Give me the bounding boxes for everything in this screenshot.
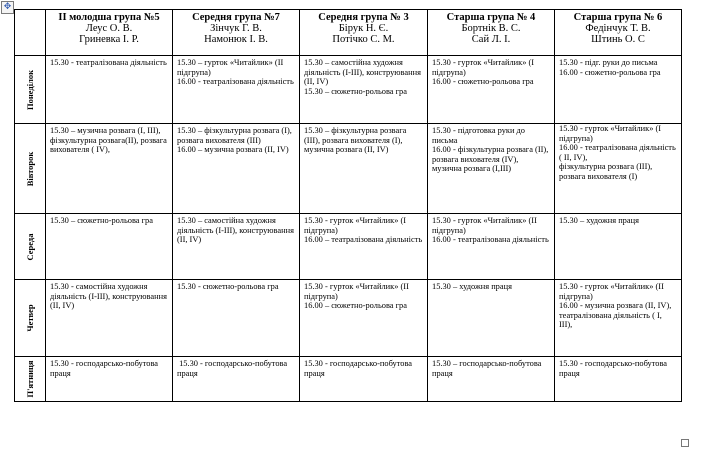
schedule-cell bbox=[555, 280, 682, 357]
schedule-cell bbox=[300, 214, 428, 280]
schedule-cell bbox=[300, 280, 428, 357]
teacher-name: Гриневка І. Р. bbox=[79, 34, 139, 45]
day-label-cell bbox=[15, 214, 46, 280]
table-resize-handle[interactable] bbox=[681, 439, 689, 447]
day-label-cell bbox=[15, 280, 46, 357]
schedule-cell bbox=[173, 357, 300, 402]
activity-line: 16.00 - театралізована діяльність bbox=[177, 77, 294, 87]
activity-line: 15.30 - театралізована діяльність bbox=[50, 58, 167, 67]
day-label-cell bbox=[15, 357, 46, 402]
day-row-monday bbox=[15, 56, 682, 124]
move-arrows-icon: ✥ bbox=[3, 2, 12, 12]
activity-line: 16.00 – театралізована діяльність bbox=[304, 235, 423, 245]
schedule-cell bbox=[300, 357, 428, 402]
day-label: Понеділок bbox=[25, 69, 35, 110]
teacher-name: Бірук Н. Є. bbox=[338, 23, 389, 34]
group-name: Середня група №7 bbox=[192, 12, 280, 23]
day-row-tuesday bbox=[15, 124, 682, 214]
activity-line: 16.00 - театралізована діяльність bbox=[432, 235, 549, 245]
day-row-wednesday bbox=[15, 214, 682, 280]
schedule-cell bbox=[555, 357, 682, 402]
day-label: Четвер bbox=[25, 304, 35, 332]
activity-line: 15.30 – фізкультурна розвага (І), розвага вихователя (ІІІ) bbox=[177, 126, 294, 145]
activity-line: 15.30 – самостійна художня діяльність (І-ІІІ), конструювання (ІІ, ІV) bbox=[177, 216, 297, 245]
activity-line: 15.30 - підг. руки до письма bbox=[559, 58, 658, 67]
activity-line: 15.30 - гурток «Читайлик» (ІІ підгрупа) bbox=[559, 282, 666, 301]
group-header bbox=[555, 10, 682, 56]
day-row-friday bbox=[15, 357, 682, 402]
schedule-cell bbox=[46, 124, 173, 214]
activity-line: фізкультурна розвага (ІІІ), розвага вихователя (І) bbox=[559, 162, 655, 181]
teacher-name: Намонюк І. В. bbox=[204, 34, 268, 45]
activity-line: 15.30 – музична розвага (І, ІІІ), фізкультурна розвага(ІІ), розвага вихователя ( ІV), bbox=[50, 126, 169, 155]
table-move-handle[interactable] bbox=[1, 1, 14, 14]
activity-line: 15.30 - підготовка руки до письма bbox=[432, 126, 528, 145]
activity-line: 15.30 – самостійна художня діяльність (І-ІІІ), конструювання (ІІ, ІV) bbox=[304, 58, 424, 87]
schedule-cell bbox=[555, 56, 682, 124]
schedule-cell bbox=[173, 280, 300, 357]
teacher-name: Федінчук Т. В. bbox=[585, 23, 651, 34]
group-name: ІІ молодша група №5 bbox=[58, 12, 160, 23]
activity-line: 15.30 - самостійна художня діяльність (І-ІІІ), конструювання (ІІ, ІV) bbox=[50, 282, 170, 311]
teacher-name: Сай Л. І. bbox=[471, 34, 511, 45]
teacher-name: Зінчук Г. В. bbox=[210, 23, 262, 34]
schedule-cell bbox=[428, 280, 555, 357]
activity-line: 16.00 - театралізована діяльність ( ІІ, ІV), bbox=[559, 143, 678, 162]
activity-line: 15.30 – гурток «Читайлик» (ІІ підгрупа) bbox=[177, 58, 286, 77]
activity-line: 15.30 - господарсько-побутова праця bbox=[177, 359, 290, 378]
teacher-name: Леус О. В. bbox=[85, 23, 133, 34]
group-header bbox=[300, 10, 428, 56]
group-header bbox=[428, 10, 555, 56]
schedule-cell bbox=[173, 214, 300, 280]
activity-line: 16.00 - фізкультурна розвага (ІІ), розвага вихователя (ІV), bbox=[432, 145, 551, 164]
activity-line: 15.30 – сюжетно-рольова гра bbox=[50, 216, 153, 225]
group-name: Старша група № 6 bbox=[573, 12, 663, 23]
schedule-cell bbox=[173, 124, 300, 214]
day-label: Середа bbox=[25, 233, 35, 260]
activity-line: 16.00 – музична розвага (ІІ, ІV) bbox=[177, 145, 289, 155]
day-label: П'ятниця bbox=[25, 360, 35, 398]
day-label: Вівторок bbox=[25, 151, 35, 186]
group-name: Старша група № 4 bbox=[446, 12, 536, 23]
schedule-cell bbox=[300, 56, 428, 124]
activity-line: 16.00 – сюжетно-рольова гра bbox=[304, 301, 407, 311]
schedule-cell bbox=[46, 56, 173, 124]
activity-line: 15.30 - гурток «Читайлик» (ІІ підгрупа) bbox=[432, 216, 539, 235]
schedule-cell bbox=[555, 124, 682, 214]
schedule-cell bbox=[428, 357, 555, 402]
activity-line: 16.00 - сюжетно-рольова гра bbox=[559, 67, 661, 77]
schedule-cell bbox=[46, 357, 173, 402]
group-name: Середня група № 3 bbox=[318, 12, 409, 23]
activity-line: музична розвага (ІІ, ІV) bbox=[304, 145, 389, 155]
activity-line: 15.30 - сюжетно-рольова гра bbox=[177, 282, 279, 291]
day-row-thursday bbox=[15, 280, 682, 357]
schedule-cell bbox=[46, 214, 173, 280]
activity-line: 15.30 - господарсько-побутова праця bbox=[304, 359, 415, 378]
teacher-name: Бортнік В. С. bbox=[461, 23, 521, 34]
day-label-cell bbox=[15, 124, 46, 214]
activity-line: 15.30 – господарсько-побутова праця bbox=[432, 359, 544, 378]
schedule-cell bbox=[173, 56, 300, 124]
activity-line: 15.30 - гурток «Читайлик» (І підгрупа) bbox=[559, 124, 664, 143]
group-header bbox=[173, 10, 300, 56]
activity-line: 15.30 - гурток «Читайлик» (ІІ підгрупа) bbox=[304, 282, 411, 301]
activity-line: 15.30 - гурток «Читайлик» (І підгрупа) bbox=[304, 216, 409, 235]
activity-line: 15.30 – фізкультурна розвага (ІІІ), розвага вихователя (І), bbox=[304, 126, 409, 145]
schedule-cell bbox=[555, 214, 682, 280]
group-header bbox=[46, 10, 173, 56]
header-row bbox=[15, 10, 682, 56]
day-label-cell bbox=[15, 56, 46, 124]
activity-line: 15.30 - гурток «Читайлик» (І підгрупа) bbox=[432, 58, 537, 77]
schedule-cell bbox=[428, 214, 555, 280]
activity-line: 15.30 - господарсько-побутова праця bbox=[50, 359, 161, 378]
schedule-cell bbox=[428, 56, 555, 124]
activity-line: 15.30 – сюжетно-рольова гра bbox=[304, 86, 407, 96]
schedule-cell bbox=[300, 124, 428, 214]
schedule-cell bbox=[46, 280, 173, 357]
activity-line: 15.30 - господарсько-побутова праця bbox=[559, 359, 670, 378]
schedule-cell bbox=[428, 124, 555, 214]
activity-line: музична розвага (І,ІІІ) bbox=[432, 164, 512, 174]
teacher-name: Штинь О. С bbox=[591, 34, 645, 45]
activity-line: 15.30 – художня праця bbox=[559, 216, 639, 225]
activity-line: 16.00 - сюжетно-рольова гра bbox=[432, 77, 534, 87]
schedule-table bbox=[14, 9, 682, 402]
activity-line: 16.00 - музична розвага (ІІ, ІV), театралізована діяльність ( І, ІІІ), bbox=[559, 301, 674, 330]
corner-cell bbox=[15, 10, 46, 56]
activity-line: 15.30 – художня праця bbox=[432, 282, 512, 291]
teacher-name: Потічко С. М. bbox=[332, 34, 395, 45]
